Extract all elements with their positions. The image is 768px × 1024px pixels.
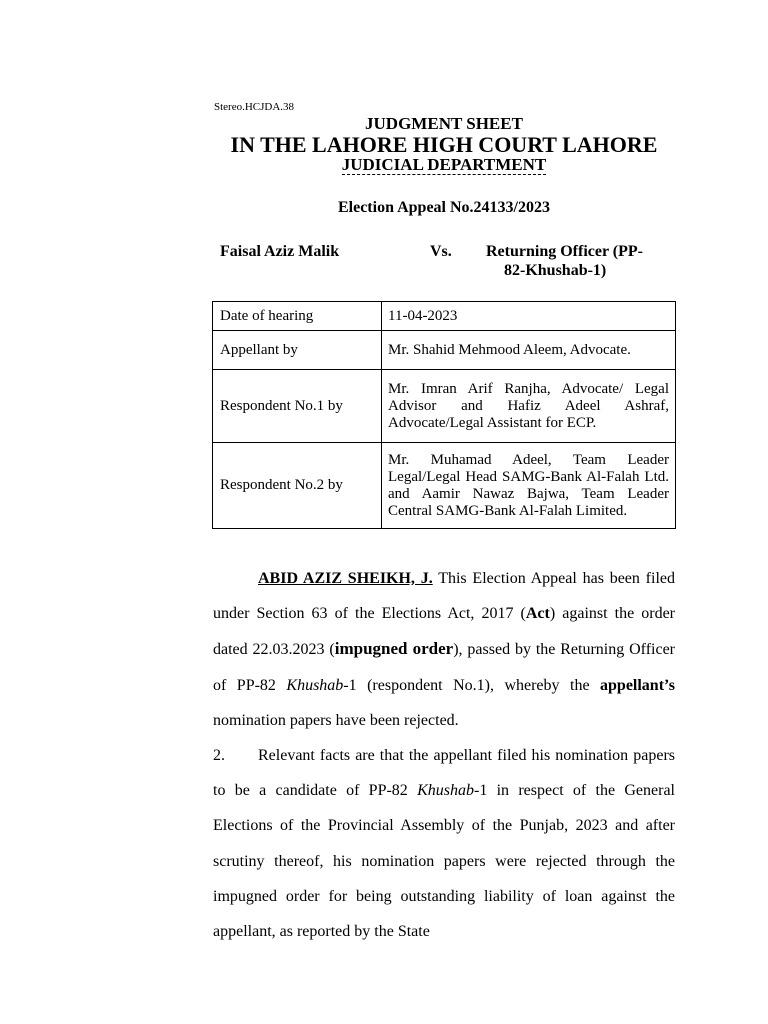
department-heading <box>0 154 768 176</box>
row-label: Respondent No.2 by <box>213 443 382 529</box>
respondent-line-2: 82-Khushab-1) <box>504 262 607 279</box>
row-label: Respondent No.1 by <box>213 370 382 443</box>
appeal-number: Election Appeal No.24133/2023 <box>337 199 550 216</box>
paragraph-text: Relevant facts are that the appellant filed his nomination papers to be a candidate of PP-82 <box>213 747 675 800</box>
row-value: Mr. Shahid Mehmood Aleem, Advocate. <box>382 331 676 370</box>
table-row <box>213 331 676 370</box>
row-label: Appellant by <box>213 331 382 370</box>
row-label: Date of hearing <box>213 302 382 331</box>
row-value: Mr. Muhamad Adeel, Team Leader Legal/Legal Head SAMG-Bank Al-Falah Ltd. and Aamir Nawaz Bajwa, Team Leader Central SAMG-Bank Al-Falah Limited. <box>382 443 676 529</box>
khushab-term: Khushab <box>286 676 344 694</box>
paragraph-text: -1 in respect of the General Elections of the Provincial Assembly of the Punjab, 2023 and after scrutiny thereof, his nomination papers were rejected through the impugned order for being outstanding liability of loan against the appellant, as reported by the State <box>213 782 675 941</box>
impugned-order-term: impugned order <box>334 639 454 659</box>
table-row <box>213 443 676 529</box>
paragraph-text: -1 (respondent No.1), whereby the <box>343 676 601 694</box>
respondent-name <box>486 242 676 280</box>
appellants-term: appellant’s <box>600 676 675 694</box>
paragraph-text: ) against the order dated 22.03.2023 ( <box>213 605 675 659</box>
judgment-sheet-heading: JUDGMENT SHEET <box>365 114 523 133</box>
paragraph-1 <box>213 561 675 738</box>
khushab-term: Khushab <box>417 782 474 800</box>
act-term: Act <box>525 605 550 623</box>
judgment-body <box>213 561 675 949</box>
hearing-details-table <box>212 301 676 529</box>
paragraph-text: ), passed by the Returning Officer of PP-82 <box>213 641 675 694</box>
row-value: 11-04-2023 <box>382 302 676 331</box>
court-heading: IN THE LAHORE HIGH COURT LAHORE <box>230 132 658 157</box>
respondent-line-1: Returning Officer (PP- <box>486 243 643 260</box>
table-row <box>213 302 676 331</box>
paragraph-2 <box>213 738 675 949</box>
row-value: Mr. Imran Arif Ranjha, Advocate/ Legal Advisor and Hafiz Adeel Ashraf, Advocate/Legal Assistant for ECP. <box>382 370 676 443</box>
appellant-name: Faisal Aziz Malik <box>220 243 340 260</box>
paragraph-text: nomination papers have been rejected. <box>213 711 459 729</box>
paragraph-text: This Election Appeal has been filed under Section 63 of the Elections Act, 2017 ( <box>213 570 676 623</box>
judge-name: ABID AZIZ SHEIKH, J. <box>258 570 433 587</box>
versus-label: Vs. <box>430 243 452 260</box>
table-row <box>213 370 676 443</box>
stereo-reference: Stereo.HCJDA.38 <box>214 101 295 113</box>
paragraph-number: 2. <box>213 747 225 765</box>
department-label: JUDICIAL DEPARTMENT <box>341 155 547 174</box>
